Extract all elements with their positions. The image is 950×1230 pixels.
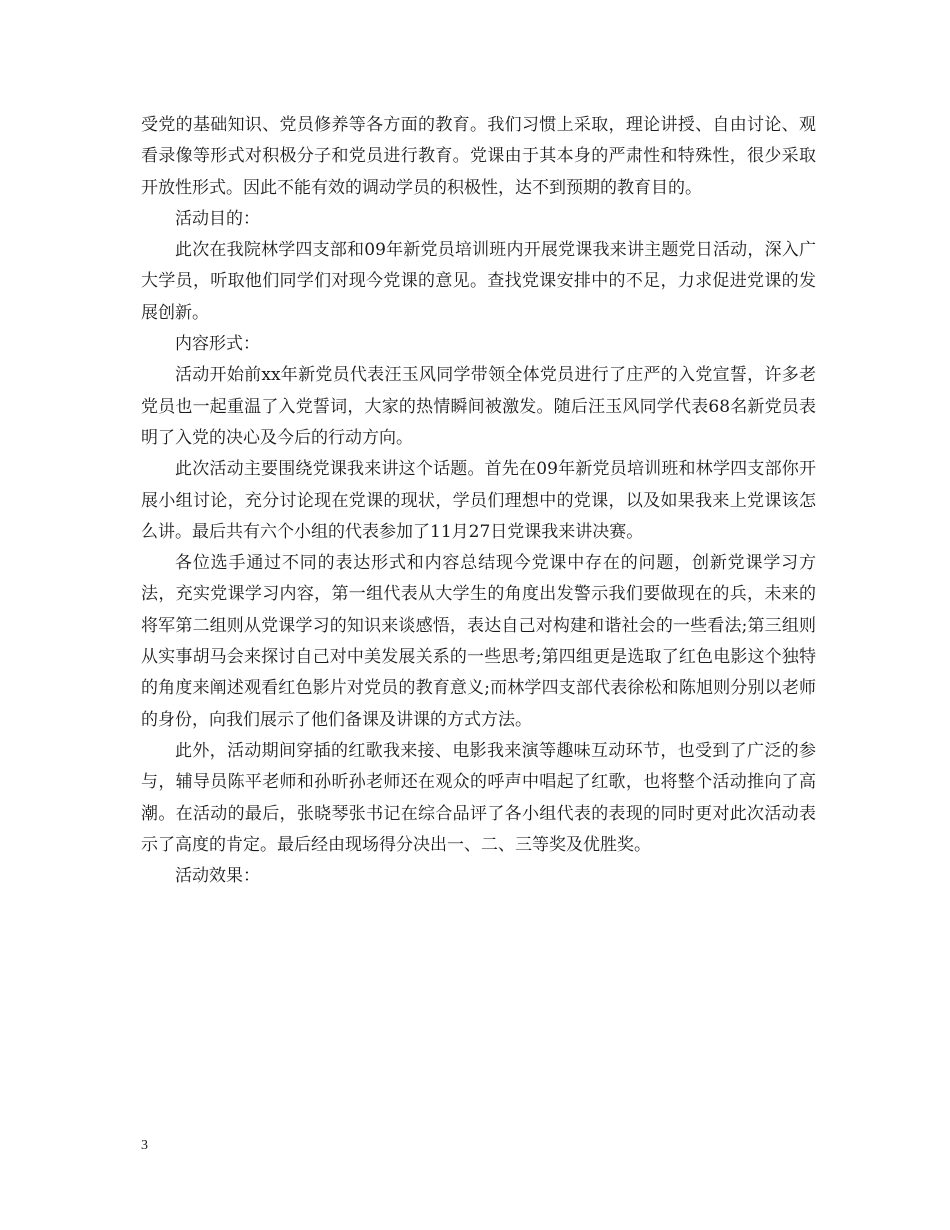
heading-activity-purpose: 活动目的： [175, 208, 260, 229]
paragraph-purpose: 此次在我院林学四支部和09年新党员培训班内开展党课我来讲主题党日活动，深入广大学员，听取他们同学们对现今党课的意见。查找党课安排中的不足，力求促进党课的发展创新。 [141, 240, 816, 323]
paragraph-interaction: 此外，活动期间穿插的红歌我来接、电影我来演等趣味互动环节，也受到了广泛的参与，辅导员陈平老师和孙昕孙老师还在观众的呼声中唱起了红歌，也将整个活动推向了高潮。在活动的最后，张晓琴张书记在综合品评了各小组代表的表现的同时更对此次活动表示了高度的肯定。最后经由现场得分决出一、二、三等奖及优胜奖。 [141, 740, 816, 855]
heading-activity-effect: 活动效果： [175, 866, 260, 887]
heading-content-form: 内容形式： [175, 334, 260, 355]
page-number: 3 [141, 1138, 148, 1153]
paragraph-oath: 活动开始前xx年新党员代表汪玉风同学带领全体党员进行了庄严的入党宣誓，许多老党员也一起重温了入党誓词，大家的热情瞬间被激发。随后汪玉风同学代表68名新党员表明了入党的决心及今后的行动方向。 [141, 365, 816, 448]
paragraph-continuation: 受党的基础知识、党员修养等各方面的教育。我们习惯上采取，理论讲授、自由讨论、观看录像等形式对积极分子和党员进行教育。党课由于其本身的严肃性和特殊性，很少采取开放性形式。因此不能有效的调动学员的积极性，达不到预期的教育目的。 [141, 115, 816, 198]
paragraph-contestants: 各位选手通过不同的表达形式和内容总结现今党课中存在的问题，创新党课学习方法，充实党课学习内容，第一组代表从大学生的角度出发警示我们要做现在的兵，未来的将军第二组则从党课学习的知识来谈感悟，表达自己对构建和谐社会的一些看法;第三组则从实事胡马会来探讨自己对中美发展关系的一些思考;第四组更是选取了红色电影这个独特的角度来阐述观看红色影片对党员的教育意义;而林学四支部代表徐松和陈旭则分别以老师的身份，向我们展示了他们备课及讲课的方式方法。 [141, 553, 816, 730]
paragraph-topic: 此次活动主要围绕党课我来讲这个话题。首先在09年新党员培训班和林学四支部你开展小组讨论，充分讨论现在党课的现状，学员们理想中的党课，以及如果我来上党课该怎么讲。最后共有六个小组的代表参加了11月27日党课我来讲决赛。 [141, 459, 816, 542]
document-body [141, 110, 816, 892]
